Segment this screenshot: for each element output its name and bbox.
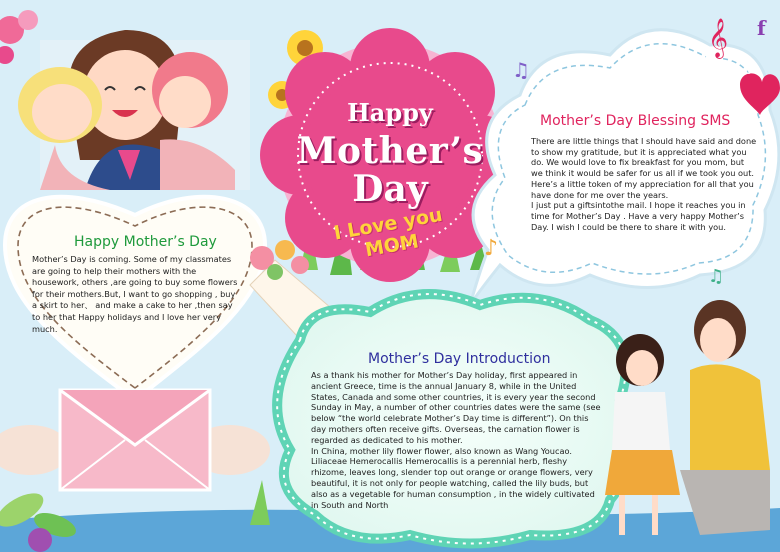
music-note-icon-2: ♪	[484, 236, 499, 261]
sms-paragraph: Here’s a little token of my appreciation for all that you have done for me over the years.	[531, 178, 754, 200]
treble-clef-icon: 𝄞	[708, 18, 729, 58]
music-note-icon: ♫	[512, 58, 530, 82]
family-hug-illustration	[18, 30, 250, 190]
title-happy: Happy	[347, 98, 433, 127]
intro-paragraph: As a thank his mother for Mother’s Day holiday, first appeared in ancient Greece, time is the annual January 8, while in the United States, Canada and some other countries, it is every year the second Sunday in May, a number of other countries dates were the same (see below “the world celebrate Mother’s Day time is different”). On this day mothers often receive gifts. Overseas, the carnation flower is regarded as dedicated to his mother.	[311, 370, 601, 445]
heart-letter: b	[744, 64, 752, 77]
sms-paragraph: There are little things that I should have said and done to show my gratitude, but it is appreciated what you do. We would love to fix breakfast for you mom, but we think it would be safer for us all if we took you out.	[531, 136, 757, 179]
sms-heading: Mother’s Day Blessing SMS	[540, 113, 731, 129]
intro-heading: Mother’s Day Introduction	[368, 351, 551, 367]
title-mothers: Mother’s	[296, 130, 484, 172]
title-day: Day	[352, 168, 428, 210]
hmd-heading: Happy Mother’s Day	[74, 234, 217, 250]
sms-body	[531, 136, 757, 232]
intro-paragraph: In China, mother lily flower flower, also known as Wang Youcao.	[311, 445, 572, 456]
hmd-body: Mother’s Day is coming. Some of my classmates are going to help their mothers with the housework, others ,are going to buy some flowers for their mothers.But, I want to go shopping , buy a skirt to her、 and make a cake to her ,then say to her that Happy holidays and I love her very much.	[32, 254, 238, 334]
intro-body	[311, 370, 603, 510]
sms-paragraph: I just put a giftsintothe mail. I hope it reaches you in time for Mother’s Day . Have a very happy Mother’s Day. I wish I could be there to share it with you.	[531, 200, 746, 232]
intro-paragraph: Liliaceae Hemerocallis Hemerocallis is a perennial herb, fleshy rhizome, leaves long, slender top out orange or orange flowers, very beautiful, it is not only for people watching, called the lily buds, but also as a vegetable for human consumption , in the widely cultivated in South and North	[311, 456, 595, 510]
title-subtitle: I Love you MOM	[332, 203, 445, 262]
music-note-icon-3: ♫	[708, 266, 725, 287]
forte-letter: f	[757, 16, 766, 40]
